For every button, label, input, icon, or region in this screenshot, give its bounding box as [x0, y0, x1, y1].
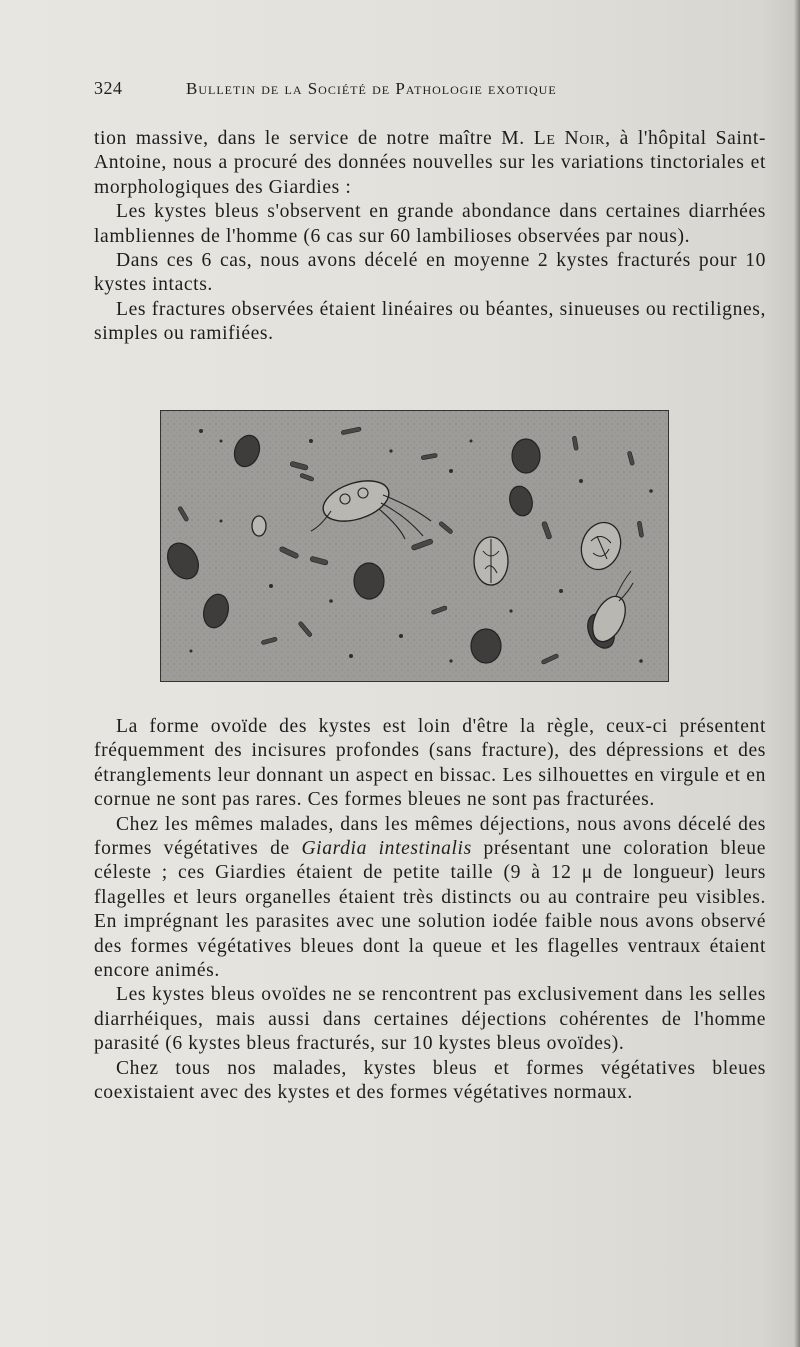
- paragraph: Chez les mêmes malades, dans les mêmes déjections, nous avons décelé des formes végétatives de Giardia intestinalis présentant une coloration bleue céleste ; ces Giardies étaient de petite taille (9 à 12 μ de longueur) leurs flagelles et leurs organelles étaient très distincts ou au contraire peu visibles. En imprégnant les parasites avec une solution iodée faible nous avons observé des formes végétatives bleues dont la queue et les flagelles ventraux étaient encore animés.: [94, 813, 766, 982]
- paragraph: Chez tous nos malades, kystes bleus et formes végétatives bleues coexistaient avec des kystes et des formes végétatives normaux.: [94, 1057, 766, 1104]
- paragraph: Dans ces 6 cas, nous avons décelé en moyenne 2 kystes fracturés pour 10 kystes intacts.: [94, 250, 766, 296]
- microscope-illustration: [160, 410, 669, 682]
- page-edge-shadow: [794, 0, 800, 1347]
- text-block-bottom: [94, 715, 766, 1106]
- species-name: Giardia intestinalis: [301, 838, 472, 860]
- figure-drawing: [161, 411, 668, 681]
- page-number: 324: [94, 78, 123, 98]
- paragraph: tion massive, dans le service de notre maître M. Le Noir, à l'hôpital Saint-Antoine, nous a procuré des données nouvelles sur les variations tinctoriales et morphologiques des Giardies :: [94, 128, 766, 198]
- paragraph: Les kystes bleus ovoïdes ne se rencontrent pas exclusivement dans les selles diarrhéiques, mais aussi dans certaines déjections cohérentes de l'homme parasité (6 kystes bleus fracturés, sur 10 kystes bleus ovoïdes).: [94, 984, 766, 1055]
- running-title: Bulletin de la Société de Pathologie exotique: [186, 79, 557, 98]
- text-block-top: [94, 127, 766, 347]
- paragraph: La forme ovoïde des kystes est loin d'être la règle, ceux-ci présentent fréquemment des incisures profondes (sans fracture), des dépressions et des étranglements leur donnant un aspect en bissac. Les silhouettes en virgule et en cornue ne sont pas rares. Ces formes bleues ne sont pas fracturées.: [94, 716, 766, 811]
- running-header: [94, 78, 664, 99]
- paragraph: Les kystes bleus s'observent en grande abondance dans certaines diarrhées lambliennes de l'homme (6 cas sur 60 lambilioses observées par nous).: [94, 201, 766, 247]
- author-name: Le Noir: [533, 128, 606, 149]
- paragraph: Les fractures observées étaient linéaires ou béantes, sinueuses ou rectilignes, simples ou ramifiées.: [94, 298, 766, 345]
